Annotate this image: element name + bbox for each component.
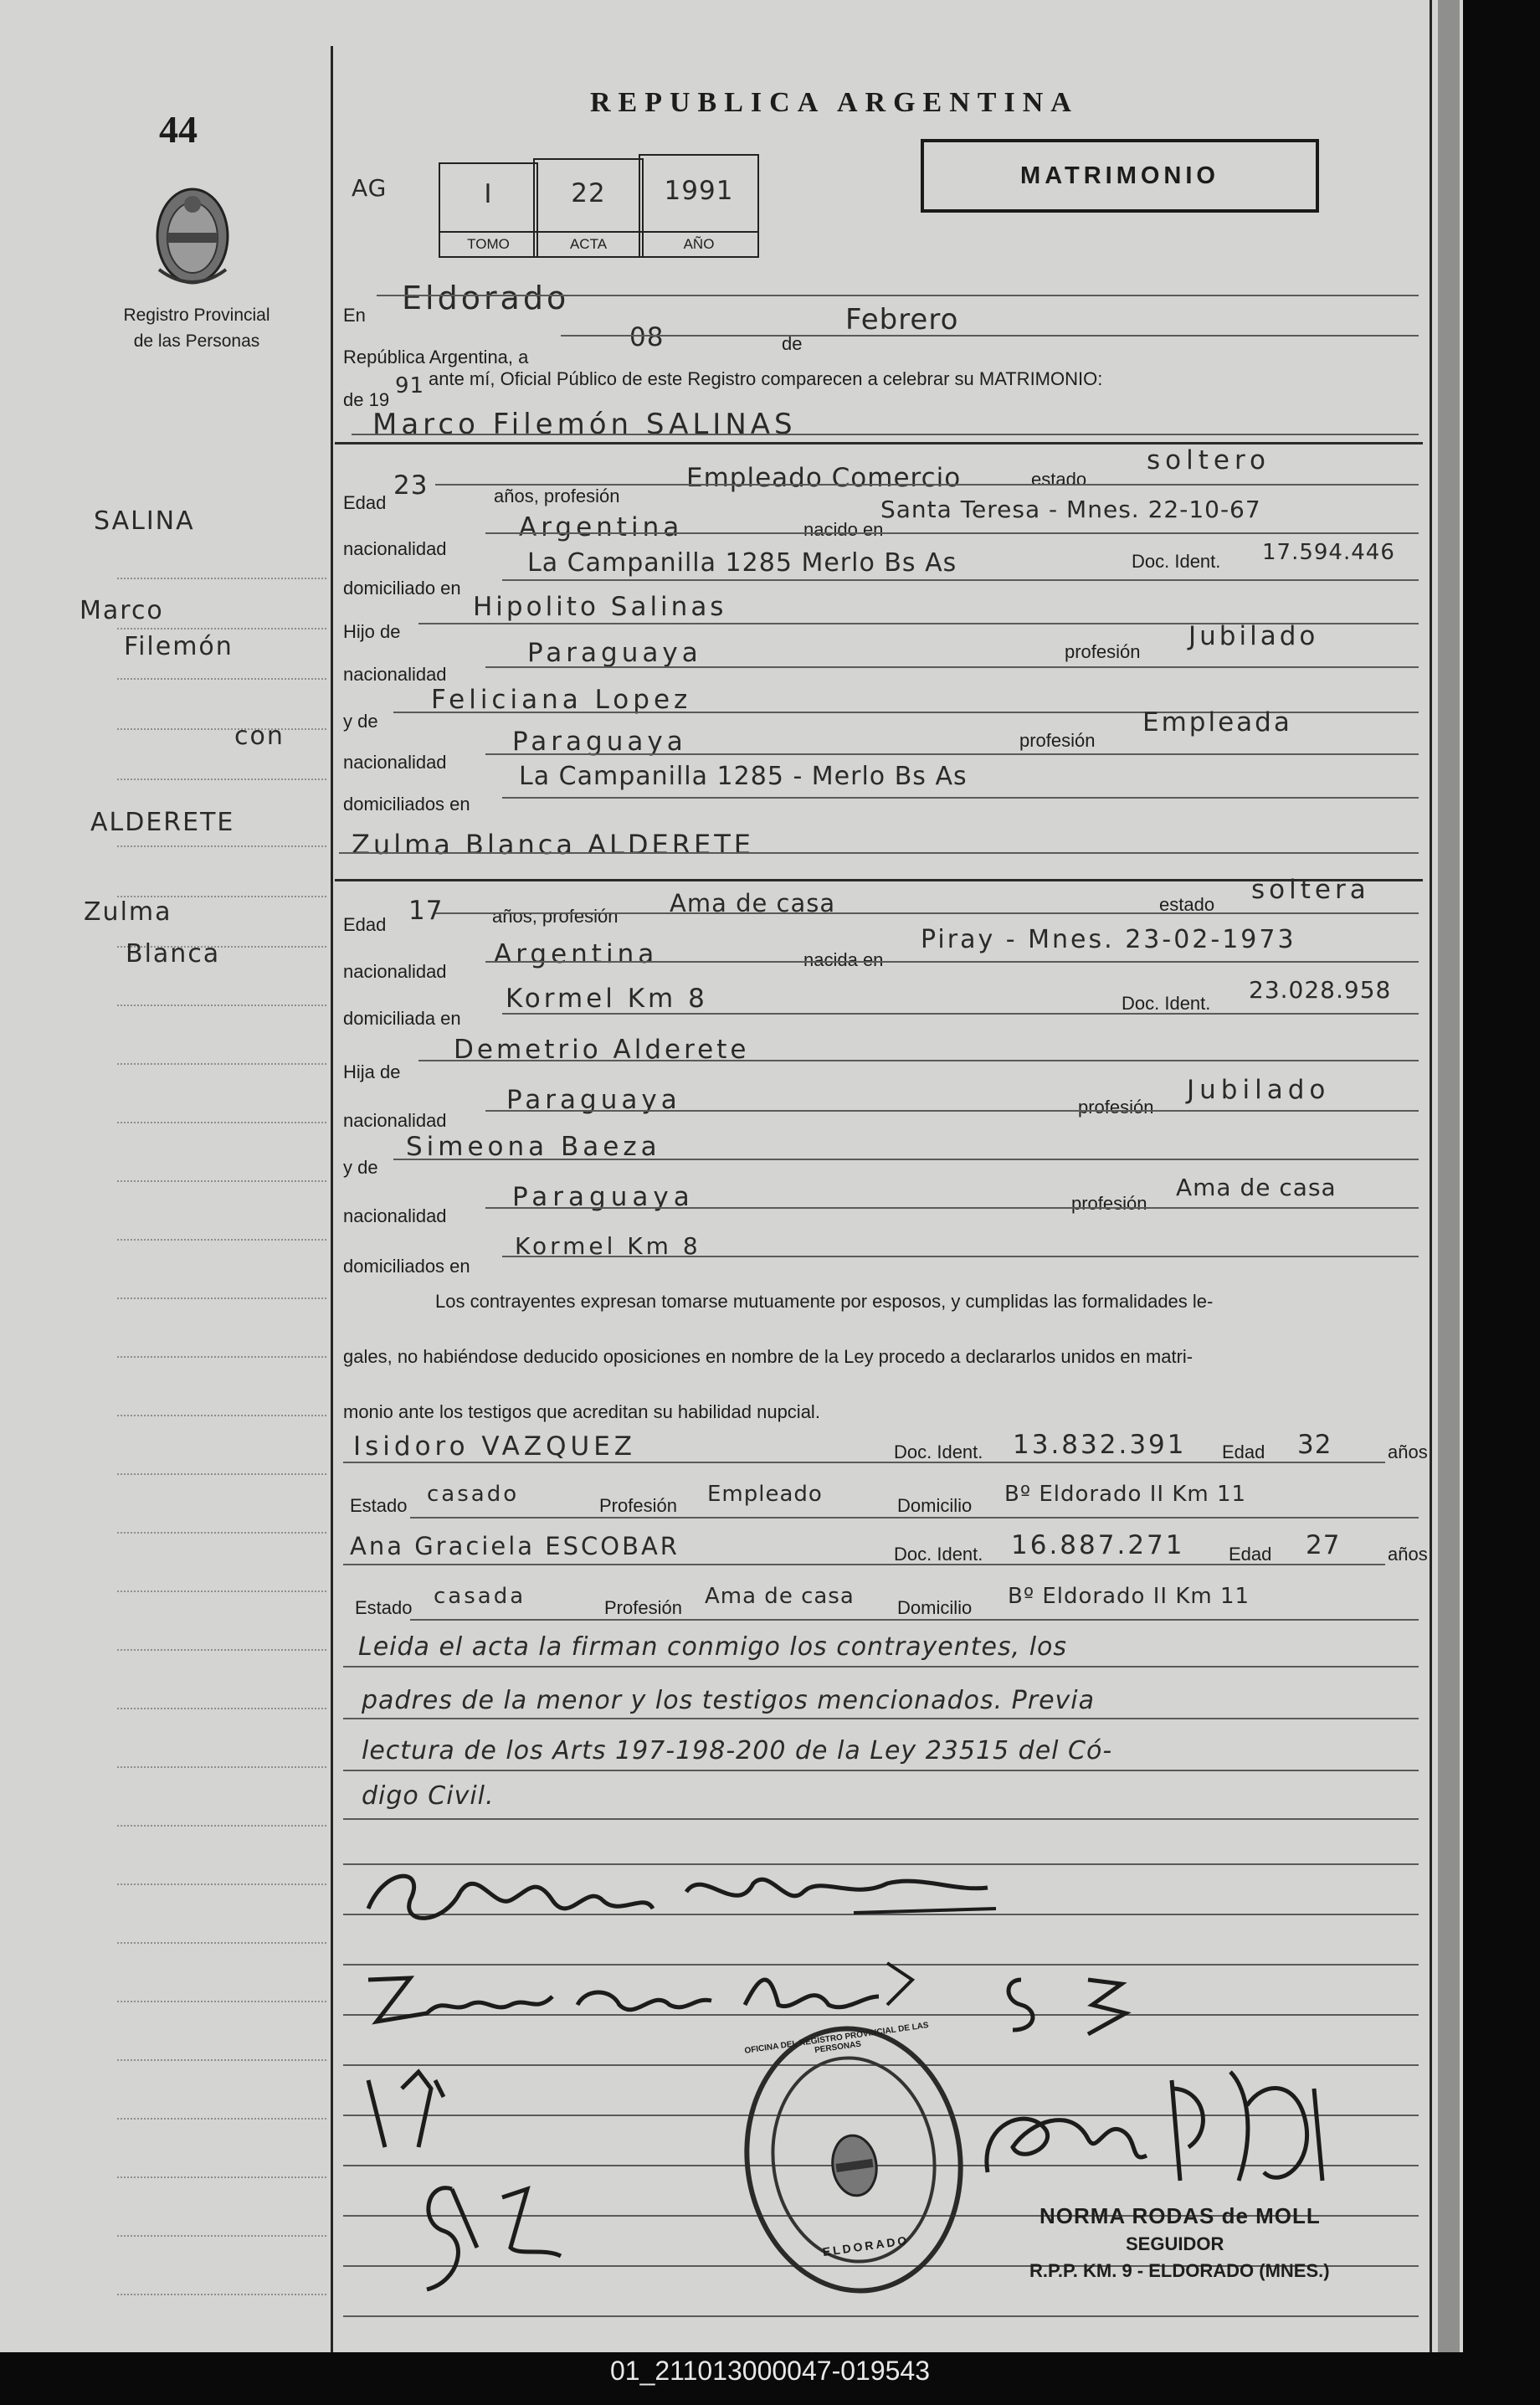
officer-office: R.P.P. KM. 9 - ELDORADO (MNES.) bbox=[1029, 2260, 1330, 2281]
groom-nacionalidad-label: nacionalidad bbox=[343, 538, 447, 559]
groom-hijo-label: Hijo de bbox=[343, 621, 401, 642]
witness1-edad-label: Edad bbox=[1222, 1441, 1265, 1462]
witness1-profesion: Empleado bbox=[707, 1482, 823, 1507]
bride-estado: soltera bbox=[1251, 875, 1370, 905]
ano-cell bbox=[639, 154, 759, 258]
margin-groom-first: Marco bbox=[80, 596, 164, 625]
groom-edad: 23 bbox=[393, 470, 429, 501]
witness2-dom-label: Domicilio bbox=[897, 1597, 973, 1618]
groom-domicilio-label: domiciliado en bbox=[343, 578, 461, 599]
seal-bottom-text: ELDORADO bbox=[821, 2233, 911, 2259]
document-type: MATRIMONIO bbox=[1020, 162, 1219, 189]
margin-groom-surname: SALINA bbox=[94, 506, 195, 536]
seal-emblem-icon bbox=[816, 2124, 893, 2207]
officer-title: SEGUIDOR bbox=[1126, 2233, 1224, 2254]
declaration bbox=[343, 1274, 1419, 1440]
witness2-name: Ana Graciela ESCOBAR bbox=[350, 1532, 680, 1560]
groom-section-rule bbox=[335, 442, 1423, 445]
acta-cell bbox=[533, 158, 644, 258]
book-spine bbox=[1438, 0, 1460, 2352]
month: Febrero bbox=[845, 303, 959, 337]
notes-line3: lectura de los Arts 197-198-200 de la Ley 23515 del Có- bbox=[362, 1736, 1113, 1765]
republica-label: República Argentina, a bbox=[343, 347, 529, 367]
margin-con: con bbox=[234, 722, 285, 751]
bride-edad: 17 bbox=[408, 896, 444, 926]
witness1-dom-label: Domicilio bbox=[897, 1495, 973, 1516]
groom-padre: Hipolito Salinas bbox=[473, 592, 727, 622]
bride-padre-profesion: Jubilado bbox=[1187, 1075, 1331, 1105]
initials-signature bbox=[996, 1963, 1147, 2038]
bride-padres-domicilio: Kormel Km 8 bbox=[515, 1232, 701, 1260]
bride-doc-label: Doc. Ident. bbox=[1122, 993, 1211, 1014]
ano-label: AÑO bbox=[640, 231, 757, 256]
tomo-value: I bbox=[484, 179, 493, 209]
witness-signature bbox=[352, 2055, 603, 2306]
de-label: de bbox=[782, 333, 803, 354]
groom-madre: Feliciana Lopez bbox=[431, 685, 692, 715]
intro-statement: ante mí, Oficial Público de este Registro comparecen a celebrar su MATRIMONIO: bbox=[429, 368, 1103, 389]
bride-yde-label: y de bbox=[343, 1157, 378, 1178]
right-border bbox=[1430, 0, 1432, 2352]
groom-padre-nac-label: nacionalidad bbox=[343, 664, 447, 685]
groom-yde-label: y de bbox=[343, 711, 378, 732]
groom-padres-dom-label: domiciliados en bbox=[343, 794, 470, 815]
groom-madre-profesion: Empleada bbox=[1142, 707, 1292, 737]
witness2-estado: casada bbox=[434, 1584, 526, 1609]
witness2-estado-label: Estado bbox=[355, 1597, 413, 1618]
year-prefix: de 19 bbox=[343, 389, 390, 410]
place: Eldorado bbox=[402, 280, 570, 316]
groom-edad-label: Edad bbox=[343, 492, 387, 513]
groom-madre-nacionalidad: Paraguaya bbox=[512, 727, 687, 757]
margin-bride-middle: Blanca bbox=[126, 939, 221, 969]
witness1-doc-label: Doc. Ident. bbox=[894, 1441, 983, 1462]
witness1-prof-label: Profesión bbox=[599, 1495, 677, 1516]
bride-padre-nacionalidad: Paraguaya bbox=[506, 1085, 681, 1115]
bride-madre-nac-label: nacionalidad bbox=[343, 1205, 447, 1226]
registry-name-line2: de las Personas bbox=[133, 331, 260, 351]
registry-name-line1: Registro Provincial bbox=[123, 306, 270, 325]
witness2-domicilio: Bº Eldorado II Km 11 bbox=[1008, 1584, 1250, 1609]
witness2-doc: 16.887.271 bbox=[1011, 1530, 1185, 1560]
witness1-name: Isidoro VAZQUEZ bbox=[353, 1431, 637, 1462]
day: 08 bbox=[629, 322, 665, 352]
bride-hija-label: Hija de bbox=[343, 1061, 401, 1082]
groom-doc-label: Doc. Ident. bbox=[1132, 551, 1221, 572]
declaration-line1: Los contrayentes expresan tomarse mutuamente por esposos, y cumplidas las formalidades le- bbox=[435, 1291, 1214, 1312]
witness2-edad: 27 bbox=[1306, 1530, 1341, 1560]
witness1-estado-label: Estado bbox=[350, 1495, 408, 1516]
bride-nacida-en: Piray - Mnes. 23-02-1973 bbox=[921, 925, 1296, 954]
ano-value: 1991 bbox=[664, 176, 734, 206]
bride-madre-profesion: Ama de casa bbox=[1176, 1174, 1337, 1201]
officer-name: NORMA RODAS de MOLL bbox=[1040, 2203, 1321, 2228]
groom-nacido-label: nacido en bbox=[803, 519, 884, 540]
groom-anos-label: años, profesión bbox=[494, 486, 620, 506]
page-number: 44 bbox=[159, 108, 198, 151]
bride-nacida-label: nacida en bbox=[803, 949, 884, 970]
groom-padre-nacionalidad: Paraguaya bbox=[527, 638, 702, 668]
groom-profesion: Empleado Comercio bbox=[686, 463, 962, 493]
groom-signature bbox=[352, 1850, 1004, 1942]
bride-estado-label: estado bbox=[1159, 894, 1215, 915]
tomo-cell bbox=[439, 162, 538, 258]
witness2-anos-label: años bbox=[1388, 1544, 1428, 1565]
bride-doc: 23.028.958 bbox=[1249, 976, 1392, 1004]
witness1-doc: 13.832.391 bbox=[1013, 1430, 1187, 1460]
bride-edad-label: Edad bbox=[343, 914, 387, 935]
margin-divider bbox=[331, 46, 333, 2352]
groom-doc: 17.594.446 bbox=[1262, 540, 1395, 565]
witness2-edad-label: Edad bbox=[1229, 1544, 1272, 1565]
bride-profesion: Ama de casa bbox=[670, 889, 836, 917]
record-box bbox=[439, 154, 757, 263]
acta-label: ACTA bbox=[535, 231, 642, 256]
bride-signature bbox=[360, 1946, 946, 2038]
coat-of-arms-icon bbox=[142, 177, 243, 295]
groom-estado-label: estado bbox=[1031, 469, 1087, 490]
officer-signature bbox=[963, 2055, 1364, 2223]
groom-padre-profesion: Jubilado bbox=[1188, 621, 1319, 651]
bride-padre: Demetrio Alderete bbox=[454, 1035, 750, 1065]
bride-padres-dom-label: domiciliados en bbox=[343, 1256, 470, 1277]
witness2-prof-label: Profesión bbox=[604, 1597, 682, 1618]
record-prefix: AG bbox=[352, 174, 388, 202]
witness2-doc-label: Doc. Ident. bbox=[894, 1544, 983, 1565]
witness1-anos-label: años bbox=[1388, 1441, 1428, 1462]
bride-padre-prof-label: profesión bbox=[1078, 1097, 1154, 1118]
margin-bride-first: Zulma bbox=[84, 897, 172, 927]
groom-nacionalidad: Argentina bbox=[519, 512, 684, 542]
year-suffix: 91 bbox=[395, 373, 425, 398]
groom-nacido-en: Santa Teresa - Mnes. 22-10-67 bbox=[880, 496, 1261, 523]
bride-anos-label: años, profesión bbox=[492, 906, 619, 927]
groom-madre-prof-label: profesión bbox=[1019, 730, 1096, 751]
margin-bride-surname: ALDERETE bbox=[90, 808, 235, 837]
witness2-profesion: Ama de casa bbox=[705, 1584, 855, 1609]
notes-line4: digo Civil. bbox=[362, 1781, 495, 1811]
groom-estado: soltero bbox=[1147, 445, 1270, 475]
tomo-label: TOMO bbox=[440, 231, 536, 256]
en-label: En bbox=[343, 305, 366, 326]
margin-groom-middle: Filemón bbox=[124, 632, 234, 661]
bride-madre-nacionalidad: Paraguaya bbox=[512, 1182, 695, 1212]
declaration-line2: gales, no habiéndose deducido oposiciones en nombre de la Ley procedo a declararlos unidos en matri- bbox=[343, 1346, 1194, 1367]
groom-madre-nac-label: nacionalidad bbox=[343, 752, 447, 773]
notes-line2: padres de la menor y los testigos mencionados. Previa bbox=[362, 1686, 1096, 1715]
witness1-domicilio: Bº Eldorado II Km 11 bbox=[1004, 1482, 1247, 1507]
bride-nacionalidad-label: nacionalidad bbox=[343, 961, 447, 982]
witness1-edad: 32 bbox=[1297, 1430, 1332, 1460]
bride-nacionalidad: Argentina bbox=[494, 939, 659, 969]
seal-ring-text: OFICINA DEL REGISTRO PROVINCIAL DE LAS PERSONAS bbox=[743, 2021, 930, 2056]
republic-title: REPUBLICA ARGENTINA bbox=[590, 87, 1079, 118]
declaration-line3: monio ante los testigos que acreditan su habilidad nupcial. bbox=[343, 1401, 820, 1422]
bride-domicilio-label: domiciliada en bbox=[343, 1008, 461, 1029]
groom-domicilio: La Campanilla 1285 Merlo Bs As bbox=[527, 548, 957, 578]
bride-name: Zulma Blanca ALDERETE bbox=[352, 829, 754, 861]
notes-line1: Leida el acta la firman conmigo los contrayentes, los bbox=[358, 1632, 1068, 1662]
registry-seal bbox=[727, 2012, 980, 2307]
bride-madre-prof-label: profesión bbox=[1071, 1193, 1147, 1214]
file-id: 01_211013000047-019543 bbox=[609, 2356, 930, 2386]
bride-madre: Simeona Baeza bbox=[406, 1132, 661, 1162]
acta-value: 22 bbox=[571, 178, 606, 208]
bride-domicilio: Kormel Km 8 bbox=[506, 984, 708, 1014]
document-type-box bbox=[921, 139, 1319, 213]
groom-padre-prof-label: profesión bbox=[1065, 641, 1141, 662]
groom-name: Marco Filemón SALINAS bbox=[372, 408, 797, 441]
groom-padres-domicilio: La Campanilla 1285 - Merlo Bs As bbox=[519, 762, 968, 791]
bride-padre-nac-label: nacionalidad bbox=[343, 1110, 447, 1131]
witness1-estado: casado bbox=[427, 1482, 520, 1507]
